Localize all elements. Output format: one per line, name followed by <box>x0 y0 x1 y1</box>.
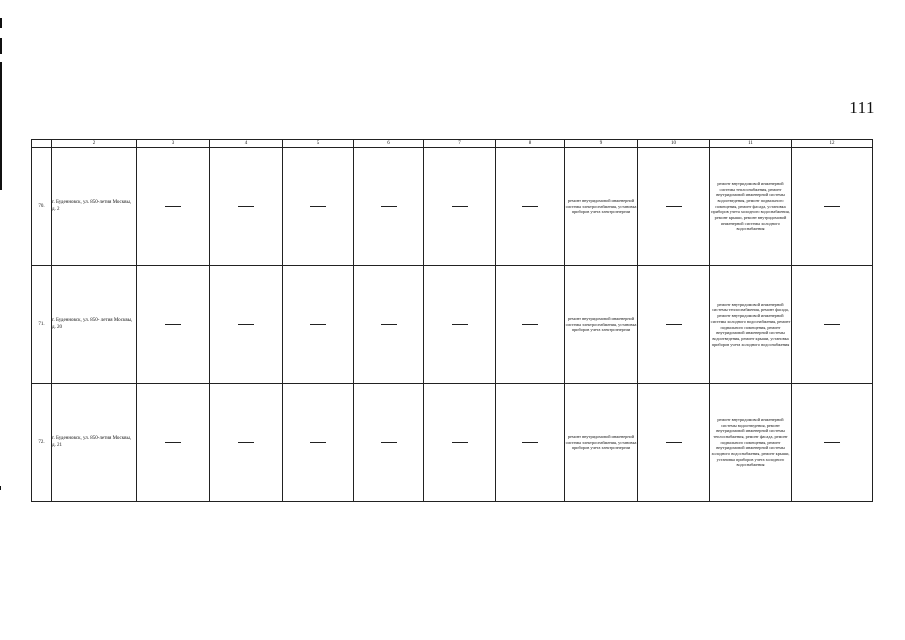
dash-mark <box>310 324 326 325</box>
dash-mark <box>522 206 538 207</box>
margin-mark-middle <box>0 38 2 54</box>
header-cell-11: 11 <box>710 140 792 148</box>
header-cell-3: 3 <box>137 140 210 148</box>
empty-cell-10 <box>638 384 710 502</box>
dash-mark <box>238 442 254 443</box>
margin-mark-long <box>0 62 2 190</box>
table-row <box>32 148 873 266</box>
empty-cell-3 <box>137 384 210 502</box>
empty-cell-8 <box>496 266 565 384</box>
empty-cell-7 <box>424 384 496 502</box>
building-works-cell: ремонт внутридомовой инженерной системы теплоснабжения, ремонт фасада, ремонт внутридомовой инженерной системы холодного водоснабжения, ремонт подвального помещения, ремонт внутридомовой инженерной системы водоотведения, ремонт крыши, установка приборов учета холодного водоснабжения <box>710 266 792 384</box>
empty-cell-12 <box>792 148 873 266</box>
empty-cell-6 <box>354 384 424 502</box>
empty-cell-12 <box>792 384 873 502</box>
dash-mark <box>666 206 682 207</box>
header-row <box>32 140 873 148</box>
empty-cell-3 <box>137 266 210 384</box>
building-works-cell: ремонт внутридомовой инженерной системы водоотведения, ремонт внутридомовой инженерной системы теплоснабжения, ремонт фасада, ремонт подвального помещения, ремонт внутридомовой инженерной системы холодного водоснабжения, ремонт крыши, установка приборов учета холодного водоснабжения <box>710 384 792 502</box>
dash-mark <box>238 324 254 325</box>
empty-cell-8 <box>496 384 565 502</box>
building-works-cell: ремонт внутридомовой инженерной системы теплоснабжения, ремонт внутридомовой инженерной системы водоотведения, ремонт подвального помещения, ремонт фасада, установка приборов учета холодного водоснабжения, ремонт крыши, ремонт внутридомовой инженерной системы холодного водоснабжения <box>710 148 792 266</box>
empty-cell-6 <box>354 148 424 266</box>
empty-cell-5 <box>283 384 354 502</box>
electrical-works-cell: ремонт внутридомовой инженерной системы электроснабжения, установка приборов учета электроэнергии <box>565 384 638 502</box>
address-cell: г. Буденновск, ул. 850-летия Москвы, д. 21 <box>52 384 137 502</box>
dash-mark <box>238 206 254 207</box>
dash-mark <box>452 324 468 325</box>
page-number: 111 <box>849 98 875 117</box>
empty-cell-7 <box>424 148 496 266</box>
dash-mark <box>381 442 397 443</box>
empty-cell-3 <box>137 148 210 266</box>
header-cell-1 <box>32 140 52 148</box>
empty-cell-10 <box>638 148 710 266</box>
table-row <box>32 266 873 384</box>
header-cell-10: 10 <box>638 140 710 148</box>
empty-cell-10 <box>638 266 710 384</box>
electrical-works-cell: ремонт внутридомовой инженерной системы электроснабжения, установка приборов учета электроэнергии <box>565 148 638 266</box>
header-cell-6: 6 <box>354 140 424 148</box>
header-cell-12: 12 <box>792 140 873 148</box>
margin-mark-small <box>0 486 1 490</box>
address-cell: г. Буденновск, ул. 850- летия Москвы, д. 20 <box>52 266 137 384</box>
empty-cell-6 <box>354 266 424 384</box>
header-cell-8: 8 <box>496 140 565 148</box>
header-cell-5: 5 <box>283 140 354 148</box>
dash-mark <box>310 206 326 207</box>
dash-mark <box>522 442 538 443</box>
empty-cell-5 <box>283 148 354 266</box>
empty-cell-8 <box>496 148 565 266</box>
empty-cell-7 <box>424 266 496 384</box>
empty-cell-4 <box>210 384 283 502</box>
dash-mark <box>824 324 840 325</box>
dash-mark <box>666 324 682 325</box>
margin-mark-top <box>0 18 2 28</box>
dash-mark <box>310 442 326 443</box>
dash-mark <box>381 206 397 207</box>
header-cell-4: 4 <box>210 140 283 148</box>
empty-cell-4 <box>210 266 283 384</box>
dash-mark <box>165 442 181 443</box>
header-cell-9: 9 <box>565 140 638 148</box>
dash-mark <box>381 324 397 325</box>
work-schedule-table <box>31 139 873 502</box>
dash-mark <box>522 324 538 325</box>
row-number: 71. <box>32 266 52 384</box>
row-number: 72. <box>32 384 52 502</box>
table-row <box>32 384 873 502</box>
empty-cell-4 <box>210 148 283 266</box>
row-number: 70. <box>32 148 52 266</box>
header-cell-7: 7 <box>424 140 496 148</box>
dash-mark <box>666 442 682 443</box>
empty-cell-5 <box>283 266 354 384</box>
dash-mark <box>452 206 468 207</box>
dash-mark <box>165 324 181 325</box>
dash-mark <box>824 442 840 443</box>
dash-mark <box>824 206 840 207</box>
header-cell-2: 2 <box>52 140 137 148</box>
empty-cell-12 <box>792 266 873 384</box>
electrical-works-cell: ремонт внутридомовой инженерной системы электроснабжения, установка приборов учета электроэнергии <box>565 266 638 384</box>
address-cell: г. Буденновск, ул. 850-летия Москвы, д. 2 <box>52 148 137 266</box>
dash-mark <box>165 206 181 207</box>
dash-mark <box>452 442 468 443</box>
